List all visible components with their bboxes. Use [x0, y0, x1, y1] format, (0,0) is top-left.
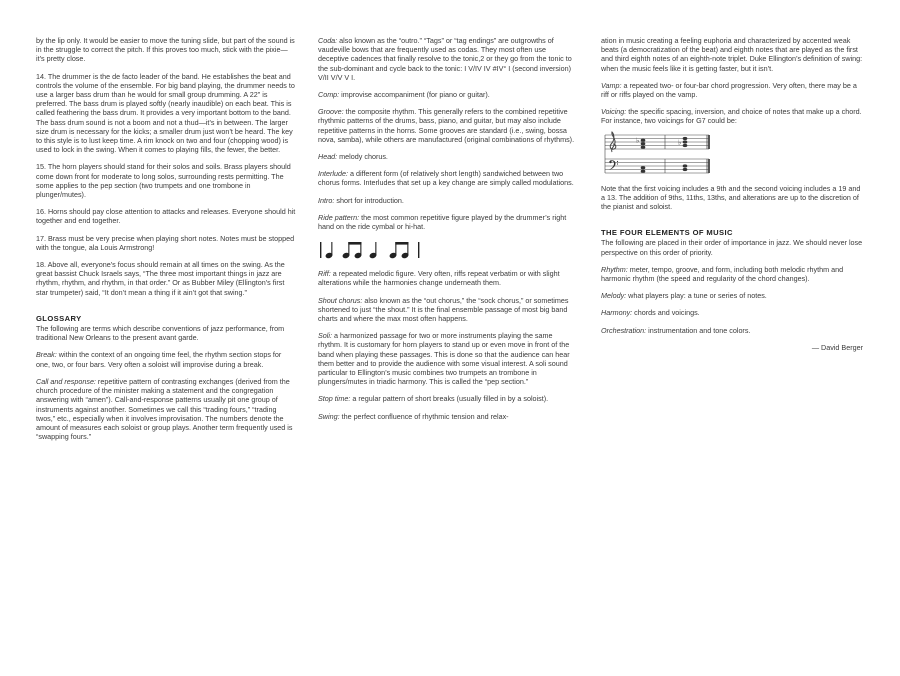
term-stop-time: Stop time:	[318, 394, 351, 404]
glossary-entry-riff	[318, 269, 576, 287]
term-groove: Groove:	[318, 107, 344, 117]
glossary-entry-stop-time	[318, 394, 576, 403]
glossary-entry-ride-pattern	[318, 213, 576, 231]
element-rhythm	[601, 265, 863, 283]
column-right	[601, 36, 863, 360]
term-melody: Melody:	[601, 291, 627, 301]
definition-interlude: a different form (of relatively short length) sandwiched between two chorus forms. Interludes that set up a key change are simply called modulations.	[318, 169, 574, 188]
element-harmony	[601, 308, 863, 317]
glossary-entry-comp	[318, 90, 576, 99]
definition-groove: the composite rhythm. This generally refers to the combined repetitive rhythmic patterns of the drums, bass, piano, and guitar, but may also include repetitive patterns in the horns. Some grooves are standard (i.e., swing, bossa nova, samba), while others are manufactured (original combinations of rhythms).	[318, 107, 575, 144]
paragraph-16: 16. Horns should pay close attention to attacks and releases. Everyone should hit together and end together.	[36, 207, 296, 226]
glossary-entry-swing	[318, 412, 576, 421]
svg-text:♭: ♭	[678, 138, 682, 147]
term-swing: Swing:	[318, 411, 340, 421]
definition-intro: short for introduction.	[334, 195, 404, 205]
definition-melody: what players play: a tune or series of notes.	[626, 291, 767, 301]
definition-rhythm: meter, tempo, groove, and form, including both melodic rhythm and harmonic rhythm (the speed and regularity of the chord changes).	[601, 264, 844, 284]
definition-voicing: the specific spacing, inversion, and choice of notes that make up a chord. For instance, two voicings for G7 could be:	[601, 107, 862, 126]
svg-text:♭: ♭	[636, 136, 640, 145]
paragraph-15: 15. The horn players should stand for their solos and soils. Brass players should come down front for moderate to long solos, surrounding rests permitting. The some applies to the pep section (two trumpets and one trombone in plunger/mutes).	[36, 162, 291, 200]
term-intro: Intro:	[318, 195, 335, 205]
definition-ride-pattern: the most common repetitive figure played by the drummer’s right hand on the ride cymbal or hi-hat.	[318, 212, 567, 232]
g7-voicings-notation	[603, 131, 711, 177]
glossary-entry-coda	[318, 36, 576, 82]
definition-stop-time: a regular pattern of short breaks (usually filled in by a soloist).	[350, 394, 549, 404]
term-harmony: Harmony:	[601, 308, 633, 318]
glossary-entry-head	[318, 152, 576, 161]
element-orchestration	[601, 326, 863, 335]
definition-swing: the perfect confluence of rhythmic tension and relax-	[339, 411, 509, 421]
definition-soli: a harmonized passage for two or more instruments playing the same rhythm. It is customary for horn players to stand up or even move in front of the band when playing these passages. This is done so that the audience can hear them better and to provide the audience with some visual interest. A soli sound particular to Ellington’s music combines two trumpets an trombone in plungers/mutes in triadic harmony. This is called the “pep section.”	[318, 331, 570, 387]
swing-definition-continued: ation in music creating a feeling euphoria and characterized by accented weak beats (a democratization of the beat) and eighth notes that are played as the first and third eighth notes of an eighth-note triplet. Duke Ellington’s definition of swing: when the music feels like it is getting faster, but it isn’t.	[601, 36, 863, 73]
voicing-note: Note that the first voicing includes a 9th and the second voicing includes a 19 and a 13. The addition of 9ths, 11ths, 13ths, and alterations are up to the discretion of the pianist and soloist.	[601, 183, 861, 212]
definition-comp: improvise accompaniment (for piano or guitar).	[339, 90, 490, 100]
definition-harmony: chords and voicings.	[632, 308, 700, 318]
paragraph-17: 17. Brass must be very precise when playing short notes. Notes must be stopped with the tongue, ala Louis Armstrong!	[36, 233, 295, 252]
term-coda: Coda:	[318, 36, 338, 45]
term-rhythm: Rhythm:	[601, 264, 628, 274]
glossary-entry-call-and-response	[36, 377, 296, 441]
paragraph-14: 14. The drummer is the de facto leader of the band. He establishes the beat and controls the volume of the ensemble. For big band playing, the drummer needs to use a larger bass drum than he would for small group drumming. A 22" is preferred. The bass drum is played softly (nearly inaudible) on each beat. This is called feathering the bass drum. It provides a very important bottom to the band. The bass drum sound is not a boom and not a thud—it’s in between. The larger size drum is necessary for the kicks; a smaller drum just won’t be heard. The key to this style is to lust keep time. A rim knock on two and four (chopping wood) is used to lock in the swing. When it comes to playing fills, the fewer, the better.	[36, 71, 295, 155]
term-voicing: Voicing:	[601, 107, 627, 117]
glossary-entry-groove	[318, 107, 576, 144]
definition-coda: also known as the “outro.” “Tags” or “tag endings” are outgrowths of vaudeville bows that are frequently used as codas. They most often use deceptive cadences that finally resolve to the tonic,2 or they go from the tonic to the sub-dominant and cycle back to the tonic: I V/IV IV #IV° I (second inversion) V/II V/V V I.	[318, 36, 572, 82]
term-riff: Riff:	[318, 269, 331, 279]
four-elements-heading: THE FOUR ELEMENTS OF MUSIC	[601, 228, 733, 238]
definition-vamp: a repeated two- or four-bar chord progression. Very often, there may be a riff or riffs played on the vamp.	[601, 80, 857, 100]
term-head: Head:	[318, 152, 338, 162]
glossary-entry-shout-chorus	[318, 296, 576, 324]
term-call-and-response: Call and response:	[36, 376, 96, 386]
term-vamp: Vamp:	[601, 80, 622, 90]
glossary-entry-voicing	[601, 107, 863, 125]
glossary-heading: GLOSSARY	[36, 313, 82, 323]
column-middle	[318, 36, 576, 429]
definition-orchestration: instrumentation and tone colors.	[646, 325, 751, 335]
term-soli: Soli:	[318, 331, 332, 341]
paragraph-18: 18. Above all, everyone’s focus should remain at all times on the swing. As the great bassist Chuck Israels says, “The three most important things in jazz are rhythm, rhythm, and rhythm, in that order.” Or as Bubber Miley (Ellington’s first star trumpeter) said, “It don’t mean a thing if it ain’t got that swing.”	[36, 260, 285, 297]
paragraph-13-continued: by the lip only. It would be easier to move the tuning slide, but part of the sound is in the struggle to correct the pitch. If this proves too much, stick with the pixie—it’s pretty close.	[36, 36, 295, 64]
glossary-entry-soli	[318, 331, 576, 386]
glossary-intro: The following are terms which describe conventions of jazz performance, from traditional New Orleans to the present avant garde.	[36, 324, 285, 343]
definition-call-and-response: repetitive pattern of contrasting exchanges (derived from the church procedure of the minister making a statement and the congregation answering with “amen”). Call-and-response patterns usually pit one group of instruments against another. Sometimes we call this “trading fours,” “trading twos,” etc., especially when it involves improvisation. The numbers denote the amount of measures each soloist or group plays. Another term frequently used is “swapping fours.”	[36, 376, 293, 442]
column-left	[36, 36, 296, 449]
definition-riff: a repeated melodic figure. Very often, riffs repeat verbatim or with slight alterations while the harmonies change underneath them.	[318, 269, 560, 288]
term-interlude: Interlude:	[318, 169, 348, 179]
definition-break: within the context of an ongoing time feel, the rhythm section stops for one, two, or four bars. Very often a soloist will improvise during a break.	[36, 350, 282, 369]
glossary-entry-vamp	[601, 81, 863, 99]
term-comp: Comp:	[318, 90, 340, 100]
definition-head: melody chorus.	[337, 152, 388, 162]
definition-shout-chorus: also known as the “out chorus,” the “sock chorus,” or sometimes shortened to just “the shout.” It is the final ensemble passage of most big band charts and where the max most often happens.	[318, 295, 569, 324]
term-shout-chorus: Shout chorus:	[318, 295, 363, 305]
four-elements-intro: The following are placed in their order of importance in jazz. We should never lose perspective on this order of priority.	[601, 238, 863, 257]
author-attribution: — David Berger	[811, 342, 863, 352]
ride-pattern-rhythm-notation	[318, 239, 448, 261]
element-melody	[601, 291, 863, 300]
term-orchestration: Orchestration:	[601, 325, 647, 335]
term-break: Break:	[36, 350, 57, 360]
glossary-entry-interlude	[318, 169, 576, 187]
glossary-entry-intro	[318, 196, 576, 205]
glossary-entry-break	[36, 350, 296, 368]
term-ride-pattern: Ride pattern:	[318, 212, 360, 222]
